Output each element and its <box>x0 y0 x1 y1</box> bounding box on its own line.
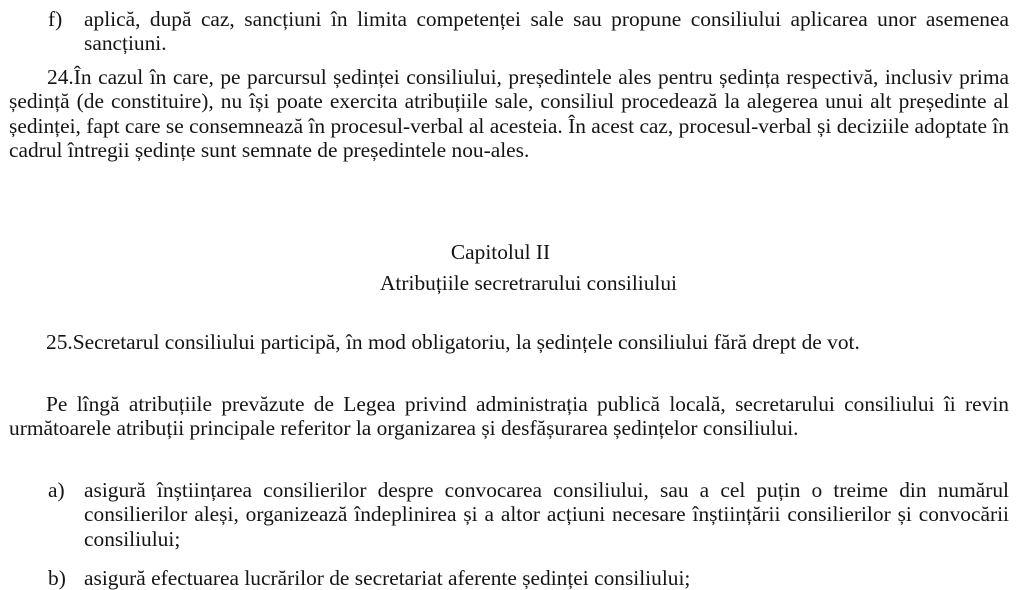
list-text-f: aplică, după caz, sancțiuni în limita competenței sale sau propune consiliului aplicarea unor asemenea sancțiuni. <box>84 7 1009 56</box>
list-text-a: asigură înștiințarea consilierilor despre convocarea consiliului, sau a cel puțin o treime din numărul consilierilor aleși, organizează îndeplinirea și a altor acțiuni necesare înștiințării consilierilor și convocării consiliului; <box>84 478 1009 551</box>
chapter-title: Capitolul II <box>450 240 551 264</box>
list-item-a <box>48 478 1009 551</box>
list-marker-b: b) <box>48 566 66 590</box>
paragraph-25: 25.Secretarul consiliului participă, în mod obligatoriu, la ședințele consiliului fără drept de vot. <box>46 330 860 354</box>
list-marker-a: a) <box>48 478 65 502</box>
list-text-b: asigură efectuarea lucrărilor de secretariat aferente ședinței consiliului; <box>84 566 691 590</box>
list-item-b <box>48 566 1009 590</box>
list-item-f <box>48 7 1009 56</box>
list-marker-f: f) <box>48 7 63 31</box>
paragraph-intro: Pe lîngă atribuțiile prevăzute de Legea privind administrația publică locală, secretarului consiliului îi revin următoarele atribuții principale referitor la organizarea și desfășurarea ședințelor consiliului. <box>9 392 1009 441</box>
paragraph-24: 24.În cazul în care, pe parcursul ședinței consiliului, președintele ales pentru ședința respectivă, inclusiv prima ședință (de constituire), nu își poate exercita atribuțiile sale, consiliul procedează la alegerea unui alt președinte al ședinței, fapt care se consemnează în procesul-verbal al acesteia. În acest caz, procesul-verbal și deciziile adoptate în cadrul întregii ședințe sunt semnate de președintele nou-ales. <box>9 65 1009 163</box>
chapter-subtitle: Atribuțiile secretrarului consiliului <box>379 271 677 295</box>
